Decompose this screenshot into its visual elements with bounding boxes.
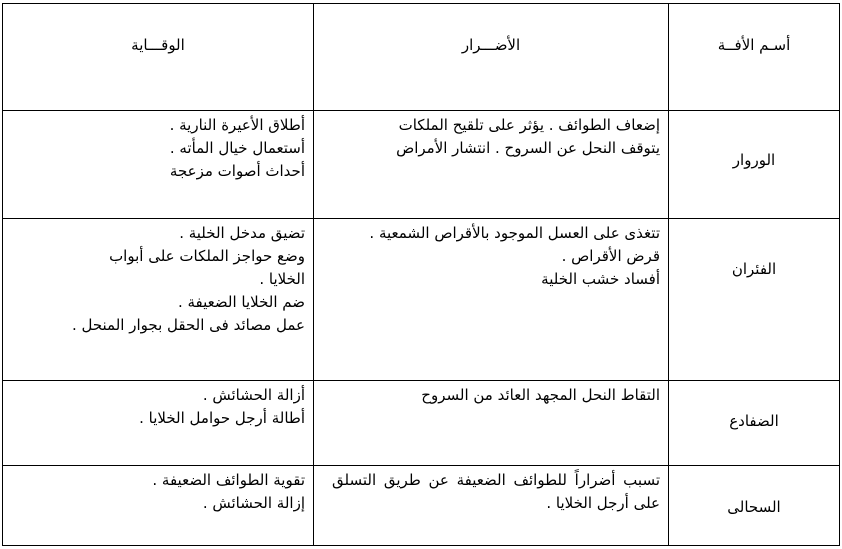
damage-line: تتغذى على العسل الموجود بالأقراص الشمعية . [369,224,660,242]
header-prevention: الوقـــاية [3,4,314,111]
header-damage: الأضـــرار [314,4,669,111]
prevention-line: عمل مصائد فى الحقل بجوار المنحل . [71,316,305,334]
damage-line: إضعاف الطوائف . يؤثر على تلقيح الملكات [398,116,660,134]
prevention-line: أستعمال خيال المأته . [169,139,305,157]
table-row [3,381,840,466]
table-header-row [3,4,840,111]
damage-line: التقاط النحل المجهد العائد من السروح [421,386,660,404]
damage-line: أفساد خشب الخلية [541,270,660,288]
prevention-cell [3,466,314,546]
prevention-cell [3,111,314,219]
damage-line: قرض الأقراص . [561,247,660,265]
prevention-cell [3,381,314,466]
table-row [3,219,840,381]
prevention-line: وضع حواجز الملكات على أبواب [109,247,305,265]
prevention-line: أطلاق الأعيرة النارية . [169,116,305,134]
pests-table [2,3,840,546]
prevention-line: إزالة الحشائش . [202,494,305,512]
prevention-line: تقوية الطوائف الضعيفة . [152,471,305,489]
prevention-line: تضيق مدخل الخلية . [179,224,305,242]
prevention-line: أحداث أصوات مزعجة [169,162,305,180]
pest-name-cell: السحالى [669,466,840,546]
damage-line: يتوقف النحل عن السروح . انتشار الأمراض [396,139,660,157]
damage-line: تسبب أضراراً للطوائف الضعيفة عن طريق التسلق على أرجل الخلايا . [332,471,660,512]
pest-name-cell: الضفادع [669,381,840,466]
prevention-line: ضم الخلايا الضعيفة . [177,293,305,311]
damage-cell [314,466,669,546]
damage-cell [314,111,669,219]
damage-cell [314,219,669,381]
header-pest-name: أسـم الأفــة [669,4,840,111]
damage-cell [314,381,669,466]
pest-name-cell: الفئران [669,219,840,381]
prevention-line: أزالة الحشائش . [202,386,305,404]
table-row [3,466,840,546]
prevention-cell [3,219,314,381]
pest-name-cell: الوروار [669,111,840,219]
table-row [3,111,840,219]
prevention-line: أطالة أرجل حوامل الخلايا . [139,409,305,427]
prevention-line: الخلايا . [259,270,305,288]
